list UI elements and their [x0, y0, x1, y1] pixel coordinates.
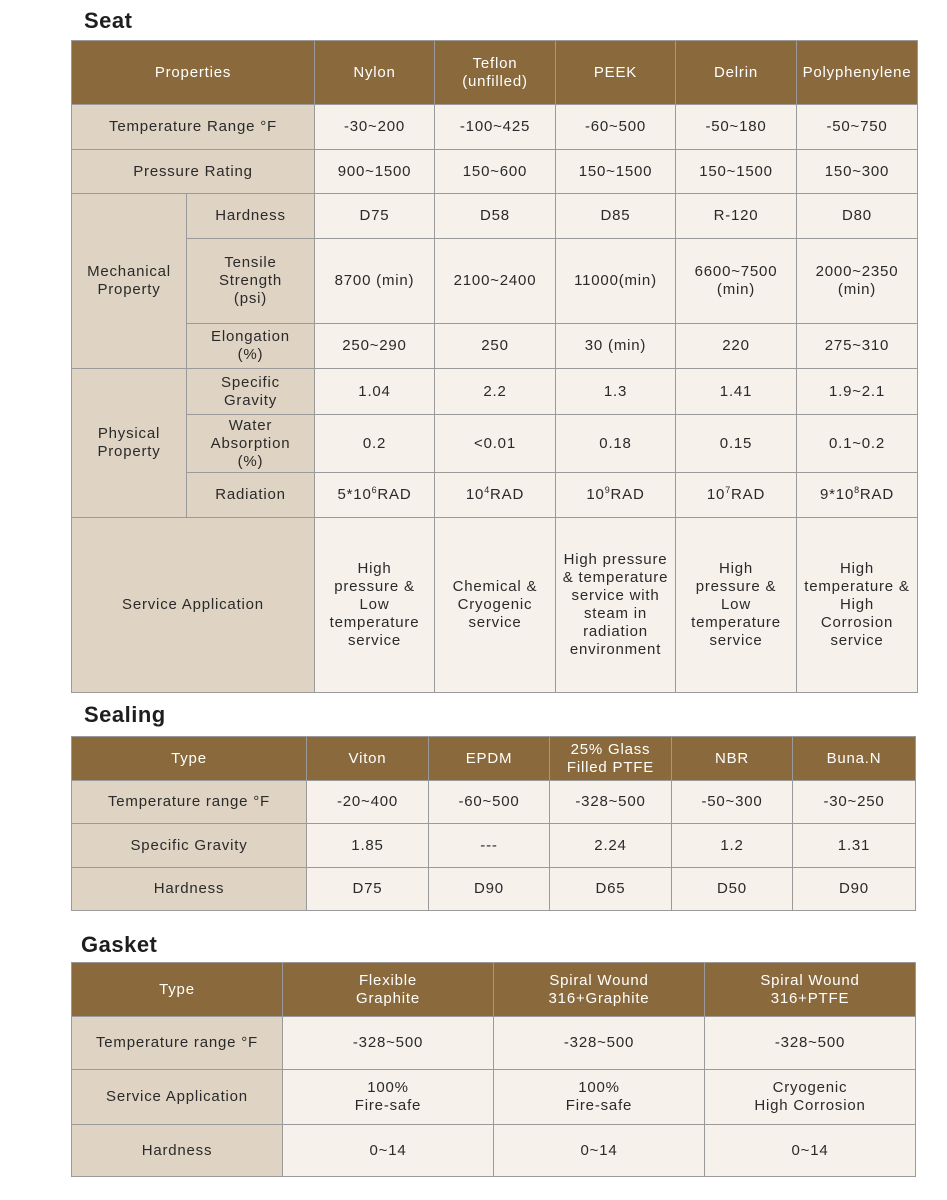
- seat-table: [71, 40, 918, 693]
- value-cell: 0~14: [494, 1125, 705, 1177]
- gasket-header-row: [72, 963, 916, 1017]
- value-cell: D65: [550, 868, 672, 911]
- value-cell: 30 (min): [556, 324, 676, 369]
- value-cell: High temperature & High Corrosion service: [797, 518, 918, 693]
- value-cell: -50~300: [672, 781, 793, 824]
- value-cell: R-120: [676, 194, 797, 239]
- value-cell: 11000(min): [556, 239, 676, 324]
- value-cell: -30~250: [793, 781, 916, 824]
- value-cell: High pressure & Low temperature service: [315, 518, 435, 693]
- table-row: [72, 1017, 916, 1070]
- exponent: 8: [854, 485, 860, 495]
- gasket-table: [71, 962, 916, 1177]
- value-cell: -60~500: [429, 781, 550, 824]
- row-label: Service Application: [72, 1070, 283, 1125]
- value-cell: -30~200: [315, 105, 435, 150]
- value-cell: D50: [672, 868, 793, 911]
- header-cell: NBR: [672, 737, 793, 781]
- value-cell: Cryogenic High Corrosion: [705, 1070, 916, 1125]
- row-label: Specific Gravity: [187, 369, 315, 415]
- seat-row-temperature: [72, 105, 918, 150]
- header-cell: Buna.N: [793, 737, 916, 781]
- value-cell: 0.15: [676, 415, 797, 473]
- value-cell: 150~1500: [556, 150, 676, 194]
- value-cell: D90: [793, 868, 916, 911]
- value-cell: 900~1500: [315, 150, 435, 194]
- value-cell: -328~500: [705, 1017, 916, 1070]
- exponent: 4: [484, 485, 491, 495]
- value-cell: 1.85: [307, 824, 429, 868]
- value-cell: D80: [797, 194, 918, 239]
- seat-header-nylon: Nylon: [315, 41, 435, 105]
- value-cell: $9*10^8RAD$: [797, 473, 918, 518]
- row-label: Tensile Strength (psi): [187, 239, 315, 324]
- gasket-title: Gasket: [81, 932, 158, 957]
- value-cell: 1.31: [793, 824, 916, 868]
- value-cell: High pressure & Low temperature service: [676, 518, 797, 693]
- header-cell: Viton: [307, 737, 429, 781]
- seat-row-elongation: [72, 324, 918, 369]
- header-cell: EPDM: [429, 737, 550, 781]
- value-cell: 250~290: [315, 324, 435, 369]
- value-cell: -50~180: [676, 105, 797, 150]
- value-cell: 0.1~0.2: [797, 415, 918, 473]
- row-label: Temperature range °F: [72, 781, 307, 824]
- value-cell: 2.24: [550, 824, 672, 868]
- sealing-table: [71, 736, 916, 911]
- table-row: [72, 824, 916, 868]
- seat-header-properties: Properties: [72, 41, 315, 105]
- mechanical-property-group: Mechanical Property: [72, 194, 187, 369]
- value-cell: 1.9~2.1: [797, 369, 918, 415]
- value-cell: 1.2: [672, 824, 793, 868]
- value-cell: <0.01: [435, 415, 556, 473]
- row-label: Service Application: [72, 518, 315, 693]
- value-cell: 275~310: [797, 324, 918, 369]
- value-cell: D85: [556, 194, 676, 239]
- row-label: Hardness: [72, 868, 307, 911]
- row-label: Radiation: [187, 473, 315, 518]
- header-cell: 25% Glass Filled PTFE: [550, 737, 672, 781]
- seat-row-water: [72, 415, 918, 473]
- value-cell: 2.2: [435, 369, 556, 415]
- seat-row-tensile: [72, 239, 918, 324]
- seat-row-pressure: [72, 150, 918, 194]
- row-label: Pressure Rating: [72, 150, 315, 194]
- row-label: Hardness: [187, 194, 315, 239]
- seat-header-polyphenylene: Polyphenylene: [797, 41, 918, 105]
- value-cell: -60~500: [556, 105, 676, 150]
- seat-header-peek: PEEK: [556, 41, 676, 105]
- row-label: Hardness: [72, 1125, 283, 1177]
- table-row: [72, 781, 916, 824]
- value-cell: D75: [307, 868, 429, 911]
- value-cell: -20~400: [307, 781, 429, 824]
- value-cell: 2100~2400: [435, 239, 556, 324]
- value-cell: 0~14: [283, 1125, 494, 1177]
- seat-row-hardness: [72, 194, 918, 239]
- row-label: Elongation (%): [187, 324, 315, 369]
- value-cell: $10^9RAD$: [556, 473, 676, 518]
- value-cell: ---: [429, 824, 550, 868]
- seat-header-row: [72, 41, 918, 105]
- header-cell: Flexible Graphite: [283, 963, 494, 1017]
- value-cell: 0.18: [556, 415, 676, 473]
- value-cell: 150~600: [435, 150, 556, 194]
- value-cell: 150~300: [797, 150, 918, 194]
- value-cell: 6600~7500 (min): [676, 239, 797, 324]
- value-cell: $10^7RAD$: [676, 473, 797, 518]
- value-cell: 150~1500: [676, 150, 797, 194]
- table-row: [72, 1070, 916, 1125]
- sealing-header-row: [72, 737, 916, 781]
- exponent: 7: [725, 485, 732, 495]
- seat-row-radiation: [72, 473, 918, 518]
- row-label: Specific Gravity: [72, 824, 307, 868]
- value-cell: 1.41: [676, 369, 797, 415]
- row-label: Temperature Range °F: [72, 105, 315, 150]
- seat-header-teflon: Teflon (unfilled): [435, 41, 556, 105]
- header-cell: Spiral Wound 316+Graphite: [494, 963, 705, 1017]
- row-label: Water Absorption (%): [187, 415, 315, 473]
- exponent: 6: [371, 485, 378, 495]
- table-row: [72, 1125, 916, 1177]
- value-cell: $10^4RAD$: [435, 473, 556, 518]
- sealing-title: Sealing: [84, 702, 166, 727]
- seat-row-gravity: [72, 369, 918, 415]
- value-cell: 8700 (min): [315, 239, 435, 324]
- value-cell: -328~500: [283, 1017, 494, 1070]
- value-cell: 1.3: [556, 369, 676, 415]
- physical-property-group: Physical Property: [72, 369, 187, 518]
- value-cell: 1.04: [315, 369, 435, 415]
- value-cell: D90: [429, 868, 550, 911]
- row-label: Temperature range °F: [72, 1017, 283, 1070]
- value-cell: -328~500: [494, 1017, 705, 1070]
- value-cell: D75: [315, 194, 435, 239]
- header-cell: Spiral Wound 316+PTFE: [705, 963, 916, 1017]
- table-row: [72, 868, 916, 911]
- value-cell: -328~500: [550, 781, 672, 824]
- seat-row-service: [72, 518, 918, 693]
- value-cell: Chemical & Cryogenic service: [435, 518, 556, 693]
- seat-title: Seat: [84, 8, 133, 33]
- value-cell: 2000~2350 (min): [797, 239, 918, 324]
- header-cell: Type: [72, 737, 307, 781]
- value-cell: 100% Fire-safe: [283, 1070, 494, 1125]
- value-cell: 0~14: [705, 1125, 916, 1177]
- seat-header-delrin: Delrin: [676, 41, 797, 105]
- value-cell: 0.2: [315, 415, 435, 473]
- value-cell: 100% Fire-safe: [494, 1070, 705, 1125]
- value-cell: $5*10^6RAD$: [315, 473, 435, 518]
- header-cell: Type: [72, 963, 283, 1017]
- value-cell: High pressure & temperature service with steam in radiation environment: [556, 518, 676, 693]
- exponent: 9: [604, 485, 611, 495]
- value-cell: -50~750: [797, 105, 918, 150]
- value-cell: 250: [435, 324, 556, 369]
- value-cell: 220: [676, 324, 797, 369]
- value-cell: -100~425: [435, 105, 556, 150]
- value-cell: D58: [435, 194, 556, 239]
